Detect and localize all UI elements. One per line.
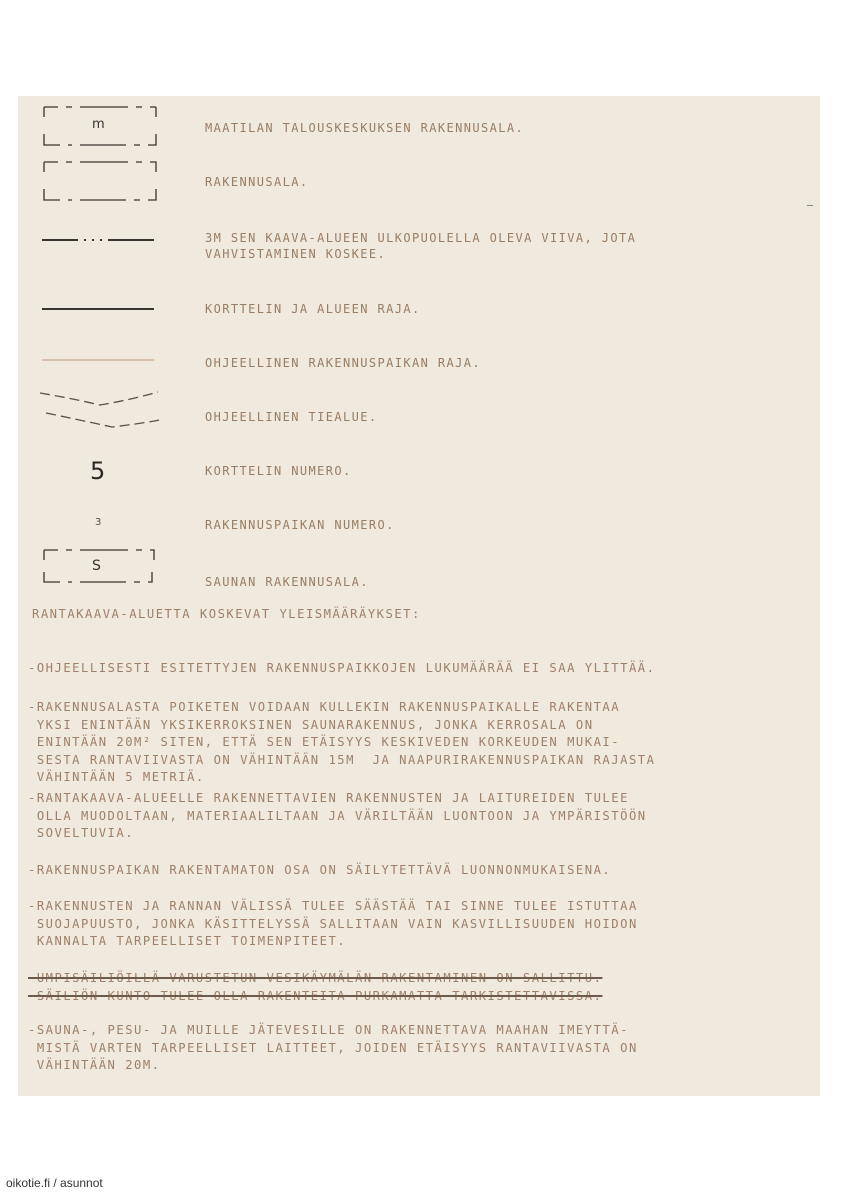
plot-number-symbol: 3 [95,517,102,528]
legend-text-outer-line: 3M SEN KAAVA-ALUEEN ULKOPUOLELLA OLEVA VIIVA, JOTA VAHVISTAMINEN KOSKEE. [205,231,637,261]
legend-text-sauna-area: SAUNAN RAKENNUSALA. [205,575,369,589]
provision-paragraph: -RAKENNUSPAIKAN RAKENTAMATON OSA ON SÄILYTETTÄVÄ LUONNONMUKAISENA. [28,863,612,877]
legend-text-plot-boundary: OHJEELLINEN RAKENNUSPAIKAN RAJA. [205,356,481,370]
dashdot-box-symbol [44,162,156,200]
legend-text-building-area: RAKENNUSALA. [205,175,309,189]
provisions-heading: RANTAKAAVA-ALUETTA KOSKEVAT YLEISMÄÄRÄYKSET: [32,607,421,621]
block-number-symbol: 5 [90,457,106,485]
legend-text-farm-building-area: MAATILAN TALOUSKESKUKSEN RAKENNUSALA. [205,121,525,135]
provision-paragraph: -SAUNA-, PESU- JA MUILLE JÄTEVESILLE ON RAKENNETTAVA MAAHAN IMEYTTÄ- MISTÄ VARTEN TARPEELLISET LAITTEET, JOIDEN ETÄISYYS RANTAVIIVASTA ON VÄHINTÄÄN 20M. [28,1023,638,1072]
legend-text-road-area: OHJEELLINEN TIEALUE. [205,410,378,424]
provision-paragraph: -OHJEELLISESTI ESITETTYJEN RAKENNUSPAIKKOJEN LUKUMÄÄRÄÄ EI SAA YLITTÄÄ. [28,661,656,675]
legend-text-plot-number: RAKENNUSPAIKAN NUMERO. [205,518,395,532]
wavy-lines-symbol [40,392,160,427]
box-letter-s: S [92,558,101,574]
site-watermark: oikotie.fi / asunnot [6,1176,103,1190]
struck-line: -UMPISÄILIÖILLÄ VARUSTETUN VESIKÄYMÄLÄN RAKENTAMINEN ON SALLITTU. [28,971,603,985]
provision-paragraph: -RANTAKAAVA-ALUEELLE RAKENNETTAVIEN RAKENNUSTEN JA LAITUREIDEN TULEE OLLA MUODOLTAAN, MATERIAALILTAAN JA VÄRILTÄÄN LUONTOON JA YMPÄRISTÖÖN SOVELTUVIA. [28,791,647,840]
provision-paragraph: -RAKENNUSALASTA POIKETEN VOIDAAN KULLEKIN RAKENNUSPAIKALLE RAKENTAA YKSI ENINTÄÄN YKSIKERROKSINEN SAUNARAKENNUS, JONKA KERROSALA ON ENINTÄÄN 20M² SITEN, ETTÄ SEN ETÄISYYS KESKIVEDEN KORKEUDEN MUKAI- SESTA RANTAVIIVASTA ON VÄHINTÄÄN 15M JA NAAPURIRAKENNUSPAIKAN RAJASTA VÄHINTÄÄN 5 METRIÄ. [28,700,656,784]
box-letter-m: m [92,117,105,132]
struck-provision [28,970,602,1005]
provision-paragraph: -RAKENNUSTEN JA RANNAN VÄLISSÄ TULEE SÄÄSTÄÄ TAI SINNE TULEE ISTUTTAA SUOJAPUUSTO, JONKA KÄSITTELYSSÄ SALLITAAN VAIN KASVILLISUUDEN HOIDON KANNALTA TARPEELLISET TOIMENPITEET. [28,899,638,948]
struck-line: SÄILIÖN KUNTO TULEE OLLA RAKENTEITA PURKAMATTA TARKISTETTAVISSA. [28,988,603,1003]
legend-text-block-number: KORTTELIN NUMERO. [205,464,352,478]
legend-text-block-boundary: KORTTELIN JA ALUEEN RAJA. [205,302,421,316]
